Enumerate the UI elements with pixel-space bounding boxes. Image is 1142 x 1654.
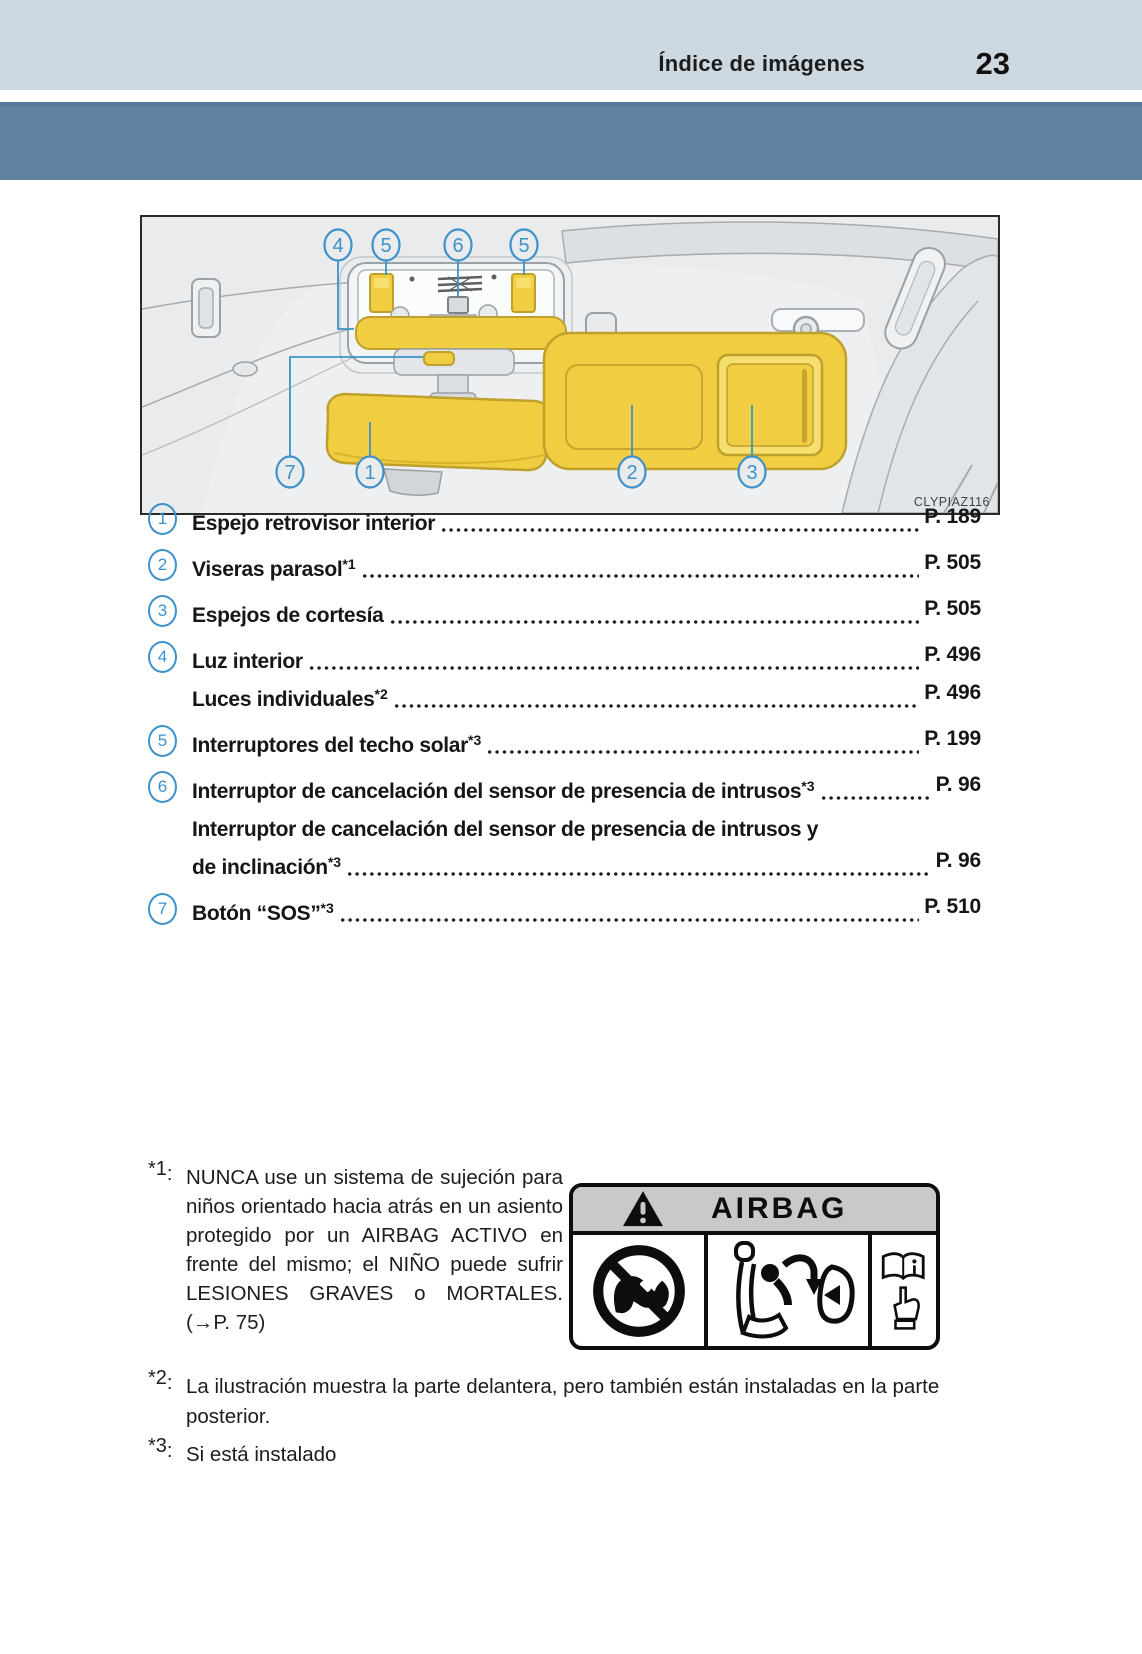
dot-leader xyxy=(361,573,920,579)
section-color-band xyxy=(0,102,1142,180)
callout-6: 6 xyxy=(452,235,464,257)
list-item xyxy=(148,724,981,761)
page-reference: P. 505 xyxy=(924,597,981,620)
list-item xyxy=(148,770,981,807)
item-number-badge: 5 xyxy=(148,725,177,757)
sun-visor xyxy=(544,333,846,469)
airbag-deploy-icon xyxy=(718,1239,858,1343)
item-label: Interruptor de cancelación del sensor de presencia de intrusos xyxy=(192,780,802,803)
item-label: Botón “SOS” xyxy=(192,902,321,925)
footnote-ref: *3 xyxy=(801,778,815,794)
no-child-seat-icon xyxy=(588,1240,690,1342)
footnote-marker: *1: xyxy=(148,1158,173,1185)
page-reference: P. 199 xyxy=(924,727,981,750)
callout-5a: 5 xyxy=(380,235,392,257)
item-number-badge: 2 xyxy=(148,549,177,581)
page-number: 23 xyxy=(975,46,1010,81)
ceiling-diagram-art xyxy=(142,217,998,513)
page-reference: P. 189 xyxy=(924,505,981,528)
page-reference: P. 510 xyxy=(924,895,981,918)
list-item-continuation xyxy=(148,846,981,883)
footnote-marker: *3: xyxy=(148,1435,173,1462)
ceiling-diagram xyxy=(140,215,1000,515)
airbag-warning-label xyxy=(569,1183,940,1350)
item-label: Espejo retrovisor interior xyxy=(192,512,436,535)
item-label: de inclinación xyxy=(192,856,328,879)
item-number-badge: 7 xyxy=(148,893,177,925)
dot-leader xyxy=(820,795,931,801)
page-title: Índice de imágenes xyxy=(658,51,865,76)
item-number-badge: 3 xyxy=(148,595,177,627)
item-label: Luz interior xyxy=(192,650,303,673)
interior-light xyxy=(356,317,566,349)
list-item xyxy=(148,502,981,539)
item-number-badge: 4 xyxy=(148,641,177,673)
item-label: Interruptor de cancelación del sensor de presencia de intrusos y xyxy=(192,818,819,841)
sos-button xyxy=(424,352,454,365)
callout-4: 4 xyxy=(332,235,344,257)
item-number-badge: 1 xyxy=(148,503,177,535)
door-frame-bracket xyxy=(192,279,220,337)
page-reference: P. 496 xyxy=(924,681,981,704)
dot-leader xyxy=(393,703,919,709)
dot-leader xyxy=(308,665,919,671)
page-reference: P. 505 xyxy=(924,551,981,574)
airbag-label-title: AIRBAG xyxy=(711,1192,848,1225)
footnote-2 xyxy=(148,1367,958,1432)
item-label: Luces individuales xyxy=(192,688,375,711)
item-label: Espejos de cortesía xyxy=(192,604,384,627)
list-item xyxy=(148,640,981,677)
footnote-text: La ilustración muestra la parte delantera, pero también están instaladas en la parte posterior. xyxy=(186,1375,940,1428)
list-item-continuation xyxy=(148,808,981,845)
callout-1: 1 xyxy=(364,462,376,484)
footnote-marker: *2: xyxy=(148,1367,173,1394)
footnote-1 xyxy=(148,1158,568,1337)
page-reference: P. 96 xyxy=(935,849,981,872)
footnote-ref: *3 xyxy=(320,900,334,916)
footnote-ref: *2 xyxy=(374,686,388,702)
page-header xyxy=(0,0,1142,90)
footnote-text: NUNCA use un sistema de sujeción para niños orientado hacia atrás en un asiento protegido por un AIRBAG ACTIVO en frente del mismo; el NIÑO puede sufrir LESIONES GRAVES o MORTALES. (→P. 75) xyxy=(186,1166,563,1334)
image-code: CLYPIAZ116 xyxy=(913,495,990,509)
list-item xyxy=(148,548,981,585)
list-item xyxy=(148,594,981,631)
airbag-label-body xyxy=(573,1235,936,1346)
image-index-list xyxy=(148,502,981,930)
footnote-text: Si está instalado xyxy=(186,1443,337,1466)
callout-5b: 5 xyxy=(518,235,530,257)
book-info-icon xyxy=(880,1251,928,1283)
item-number-badge: 6 xyxy=(148,771,177,803)
footnote-3 xyxy=(148,1435,648,1469)
sensor-cancel-switch xyxy=(448,297,468,313)
list-item-continuation xyxy=(148,678,981,715)
item-label: Viseras parasol xyxy=(192,558,343,581)
pointing-hand-icon xyxy=(887,1285,921,1331)
item-label: Interruptores del techo solar xyxy=(192,734,469,757)
footnote-ref: *3 xyxy=(468,732,482,748)
dot-leader xyxy=(389,619,920,625)
page-reference: P. 496 xyxy=(924,643,981,666)
page-reference: P. 96 xyxy=(935,773,981,796)
dot-leader xyxy=(486,749,919,755)
dot-leader xyxy=(823,833,976,839)
dot-leader xyxy=(346,871,931,877)
footnote-ref: *3 xyxy=(327,854,342,870)
dot-leader xyxy=(440,527,919,533)
airbag-label-header xyxy=(573,1187,936,1235)
callout-3: 3 xyxy=(746,462,758,484)
list-item xyxy=(148,892,981,929)
dot-leader xyxy=(339,917,919,923)
callout-2: 2 xyxy=(626,462,638,484)
warning-triangle-icon xyxy=(617,1189,669,1229)
callout-7: 7 xyxy=(284,462,296,484)
footnote-ref: *1 xyxy=(342,556,356,572)
